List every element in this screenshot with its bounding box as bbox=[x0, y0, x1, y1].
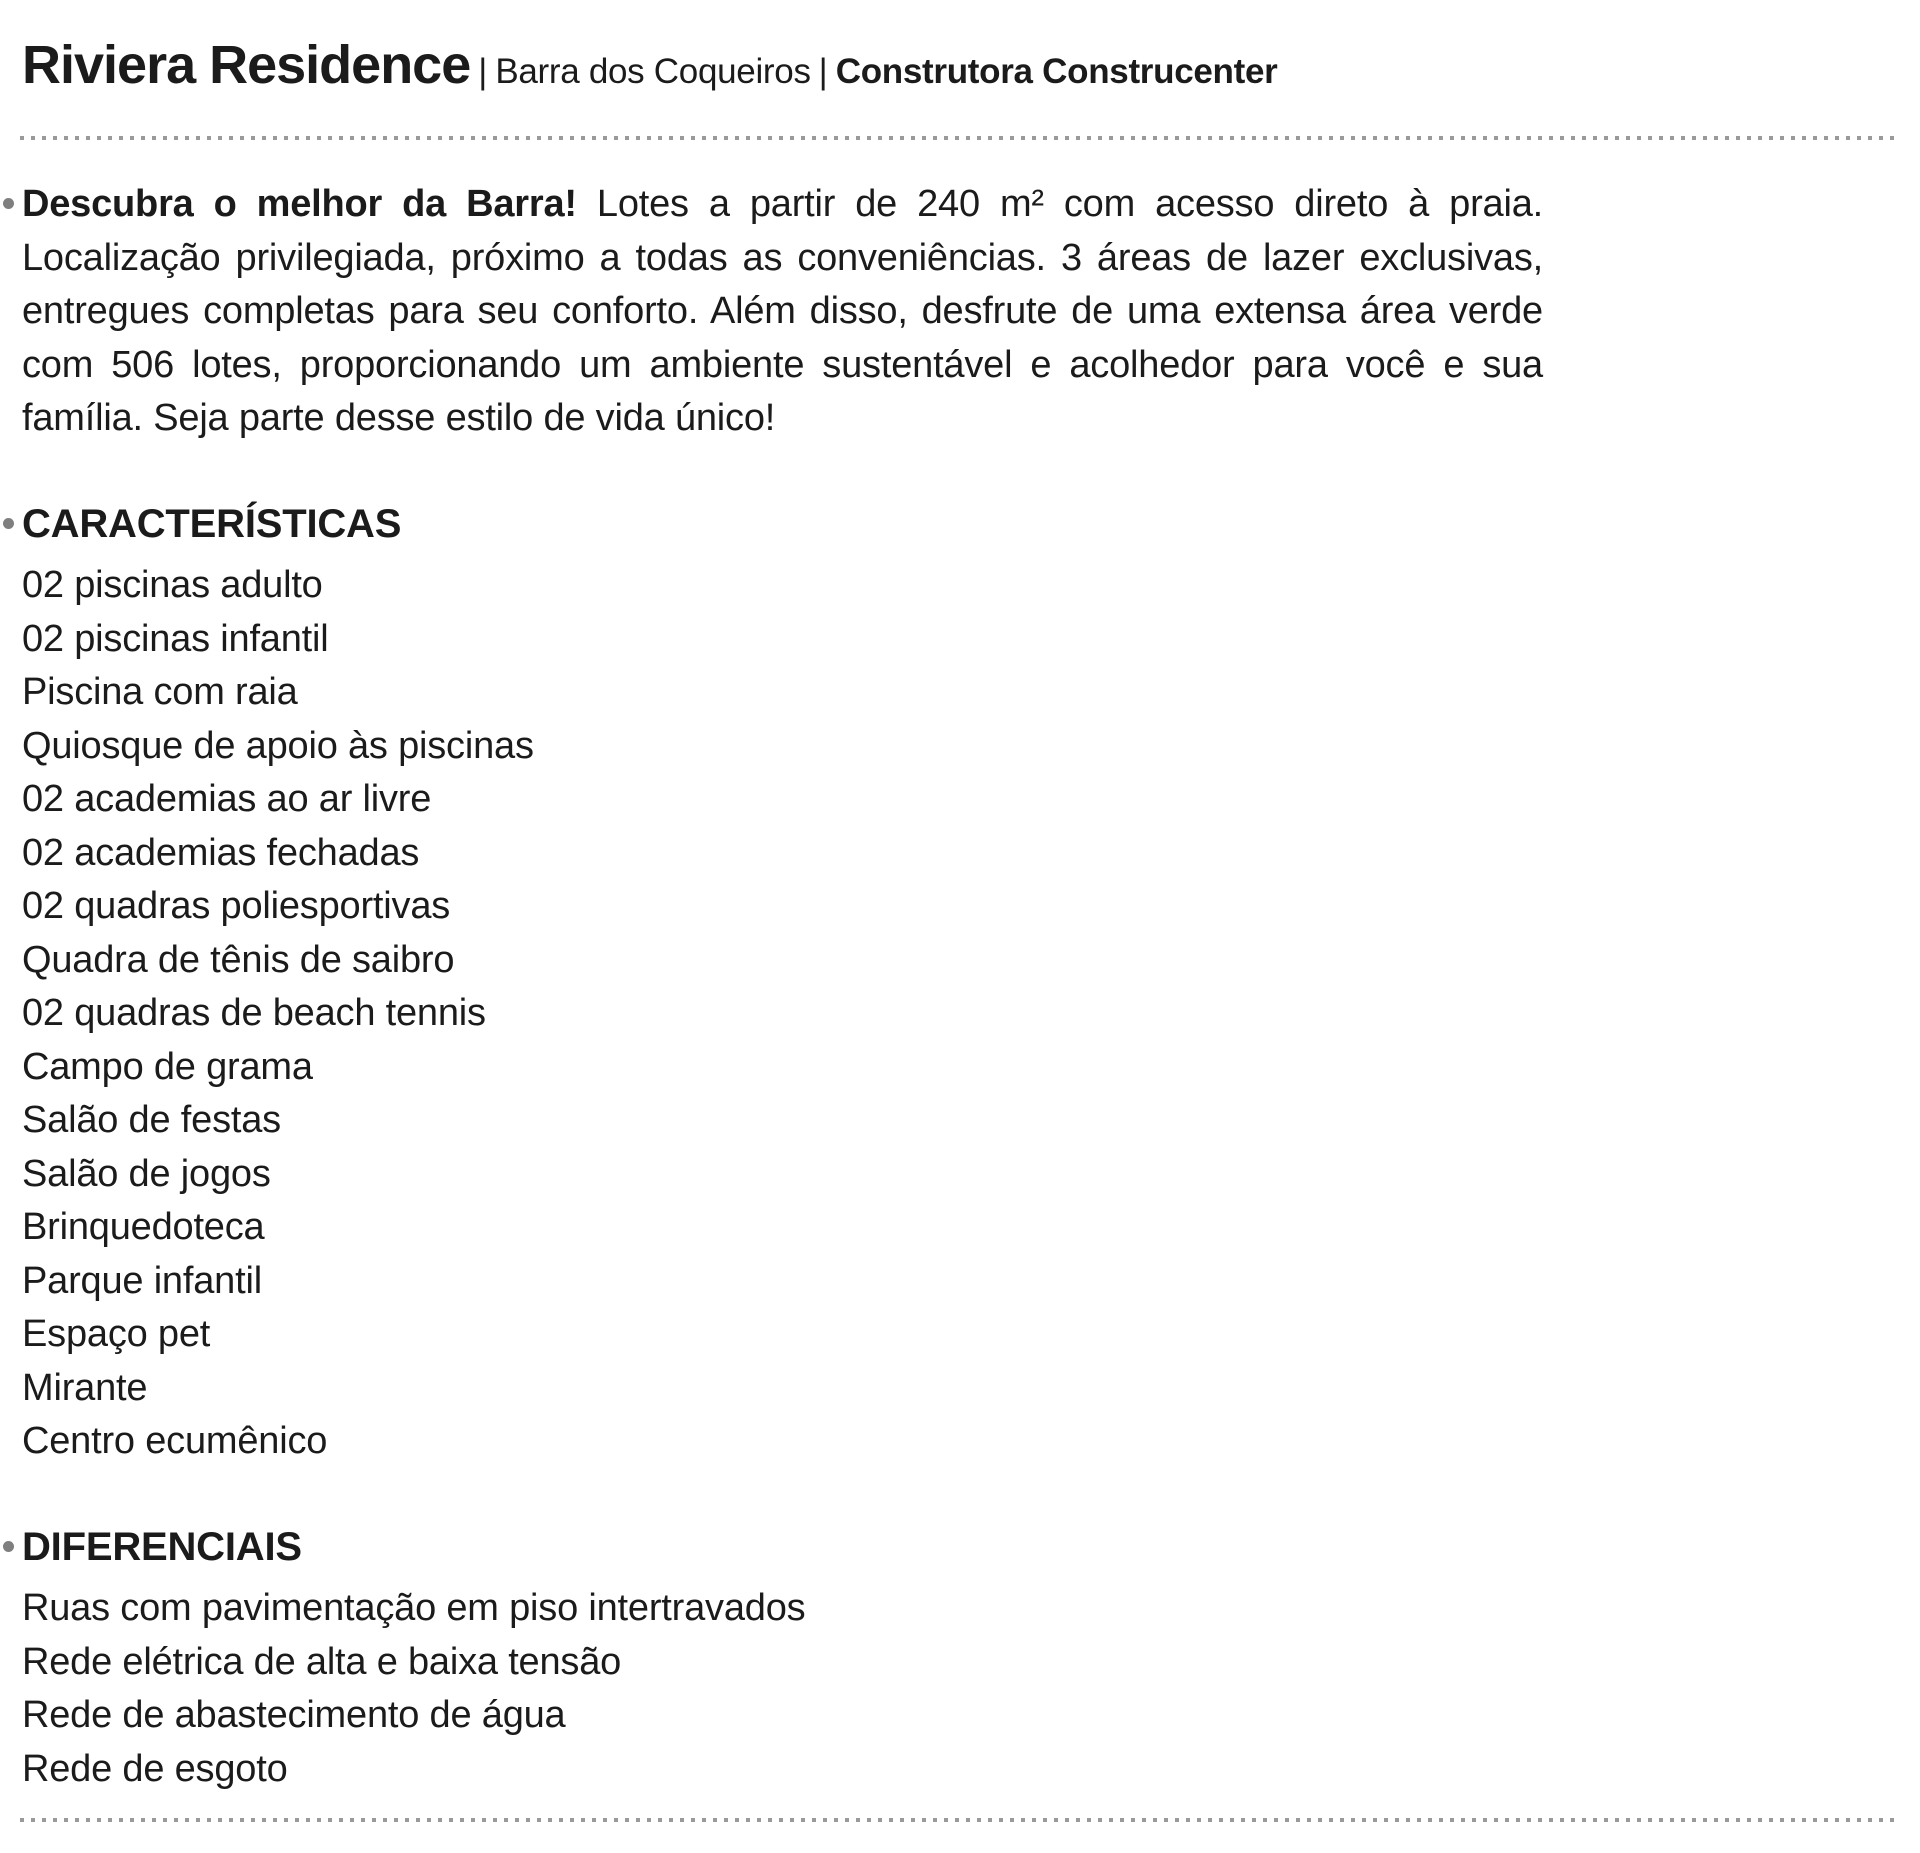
page-title: Riviera Residence bbox=[22, 35, 471, 95]
list-item: 02 quadras de beach tennis bbox=[22, 992, 486, 1034]
separator-pipe: | bbox=[478, 52, 488, 91]
section-heading-caracteristicas: CARACTERÍSTICAS bbox=[22, 501, 402, 546]
dotted-divider-top bbox=[20, 136, 1896, 140]
list-item: Brinquedoteca bbox=[22, 1206, 265, 1248]
intro-section bbox=[0, 178, 1920, 446]
list-item: 02 academias fechadas bbox=[22, 831, 420, 874]
list-item: Rede elétrica de alta e baixa tensão bbox=[22, 1640, 622, 1683]
list-item: Salão de jogos bbox=[22, 1152, 271, 1195]
header bbox=[0, 34, 1920, 110]
list-item: Salão de festas bbox=[22, 1099, 281, 1141]
separator-pipe: | bbox=[818, 52, 828, 91]
diferenciais-list bbox=[22, 1582, 1920, 1796]
intro-lead: Descubra o melhor da Barra! bbox=[22, 183, 577, 225]
list-item: Mirante bbox=[22, 1366, 148, 1409]
list-item: 02 piscinas infantil bbox=[22, 617, 329, 660]
bullet-icon bbox=[3, 1541, 14, 1552]
list-item: Quiosque de apoio às piscinas bbox=[22, 724, 534, 767]
list-item: Centro ecumênico bbox=[22, 1420, 328, 1462]
list-item: Piscina com raia bbox=[22, 671, 298, 713]
list-item: Rede de abastecimento de água bbox=[22, 1694, 566, 1736]
list-item: Campo de grama bbox=[22, 1045, 313, 1088]
list-item: 02 quadras poliesportivas bbox=[22, 885, 451, 927]
list-item: Rede de esgoto bbox=[22, 1747, 288, 1790]
caracteristicas-list bbox=[22, 559, 1920, 1469]
section-diferenciais bbox=[0, 1521, 1920, 1797]
location-label: Barra dos Coqueiros bbox=[495, 52, 811, 91]
bullet-icon bbox=[3, 198, 14, 209]
bullet-icon bbox=[3, 518, 14, 529]
dotted-divider-bottom bbox=[20, 1818, 1896, 1822]
intro-body: Lotes a partir de 240 m² com acesso direto à praia. Localização privilegiada, próximo a todas as conveniências. 3 áreas de lazer exclusivas, entregues completas para seu conforto. Além disso, desfrute de uma extensa área verde com 506 lotes, proporcionando um ambiente sustentável e acolhedor para você e sua família. Seja parte desse estilo de vida único! bbox=[22, 183, 1543, 439]
list-item: 02 piscinas adulto bbox=[22, 564, 323, 606]
list-item: Parque infantil bbox=[22, 1259, 262, 1302]
list-item: Ruas com pavimentação em piso intertravados bbox=[22, 1587, 806, 1629]
list-item: 02 academias ao ar livre bbox=[22, 778, 432, 820]
intro-paragraph bbox=[22, 178, 1543, 446]
list-item: Quadra de tênis de saibro bbox=[22, 938, 455, 981]
builder-label: Construtora Construcenter bbox=[835, 52, 1278, 91]
section-caracteristicas bbox=[0, 498, 1920, 1469]
section-heading-diferenciais: DIFERENCIAIS bbox=[22, 1524, 302, 1569]
list-item: Espaço pet bbox=[22, 1313, 211, 1355]
